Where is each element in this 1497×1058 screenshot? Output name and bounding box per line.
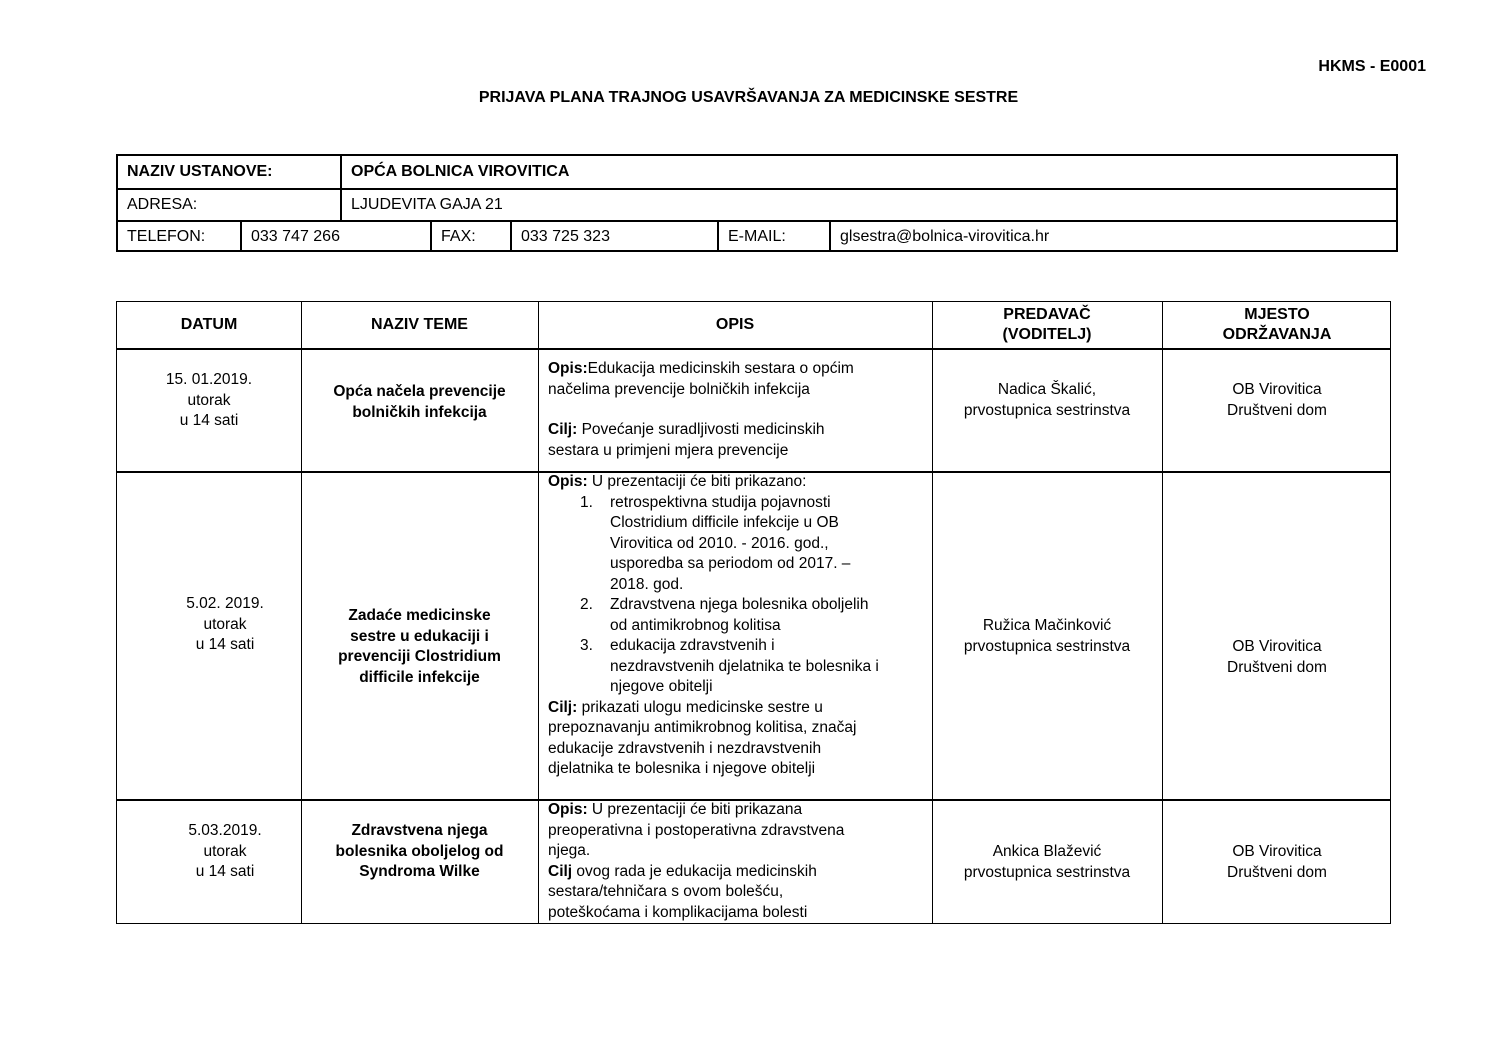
table-row-3-opis: Opis: U prezentaciji će biti prikazana preoperativna i postoperativna zdravstvena njega. Cilj ovog rada je edukacija medicinskih sestara/tehničara s ovom bolešću, poteškoćama i komplikacijama bolesti (548, 801, 845, 921)
telefon-label: TELEFON: (127, 228, 206, 245)
header-predavac-line1: PREDAVAČ (1003, 306, 1091, 323)
table-row-1-datum: 15. 01.2019. utorak u 14 sati (165, 371, 253, 429)
email-value: glsestra@bolnica-virovitica.hr (829, 222, 1396, 252)
header-mjesto-line2: ODRŽAVANJA (1222, 326, 1332, 343)
table-row-3-datum: 5.03.2019. utorak u 14 sati (188, 822, 262, 880)
table-row-3-predavac: Ankica Blažević prvostupnica sestrinstva (963, 843, 1131, 881)
institution-info-table (116, 154, 1398, 252)
table-row-2-opis: Opis: U prezentaciji će biti prikazano: 1. retrospektivna studija pojavnosti Clostridium difficile infekcije u OB Virovitica od 2010. - 2016. god., usporedba sa periodom od 2017. – 2018. god. 2. Zdravstvena njega bolesnika oboljelih od antimikrobnog kolitisa 3. edukacija zdravstvenih i nezdravstvenih djelatnika te bolesnika i njegove obitelji Cilj: prikazati ulogu medicinske sestre u prepoznavanju antimikrobnog kolitisa, značaj edukacije zdravstvenih i nezdravstvenih djelatnika te bolesnika i njegove obitelji (548, 472, 932, 780)
email-label: E-MAIL: (717, 222, 829, 252)
document-code: HKMS - E0001 (1318, 58, 1426, 75)
fax-value: 033 725 323 (510, 222, 717, 252)
list-item: 3. edukacija zdravstvenih i nezdravstvenih djelatnika te bolesnika i njegove obitelji (580, 637, 879, 695)
list-item: 2. Zdravstvena njega bolesnika oboljelih od antimikrobnog kolitisa (580, 596, 869, 634)
document-title: PRIJAVA PLANA TRAJNOG USAVRŠAVANJA ZA MEDICINSKE SESTRE (478, 89, 1019, 106)
header-mjesto-line1: MJESTO (1244, 306, 1310, 323)
opis-numbered-list (548, 493, 932, 698)
header-predavac (932, 302, 1162, 348)
table-row-3-tema: Zdravstvena njega bolesnika oboljelog od Syndroma Wilke (335, 822, 504, 880)
list-item: 1. retrospektivna studija pojavnosti Clostridium difficile infekcije u OB Virovitica od 2010. - 2016. god., usporedba sa periodom od 2017. – 2018. god. (580, 493, 851, 593)
adresa-label: ADRESA: (127, 196, 198, 213)
adresa-value: LJUDEVITA GAJA 21 (340, 190, 1396, 220)
header-opis: OPIS (715, 316, 755, 333)
table-row-1-mjesto: OB Virovitica Društveni dom (1227, 381, 1327, 419)
info-row-kontakt (118, 220, 1396, 252)
table-row-2-tema: Zadaće medicinske sestre u edukaciji i prevenciji Clostridium difficile infekcije (338, 607, 501, 686)
header-predavac-line2: (VODITELJ) (1002, 326, 1092, 343)
table-row-3-mjesto: OB Virovitica Društveni dom (1227, 843, 1327, 881)
header-mjesto (1162, 302, 1392, 348)
table-row-1-opis: Opis:Edukacija medicinskih sestara o općim načelima prevencije bolničkih infekcija Cilj: Povećanje suradljivosti medicinskih sestara u primjeni mjera prevencije (548, 360, 854, 459)
naziv-label: NAZIV USTANOVE: (127, 163, 273, 180)
schedule-table (116, 301, 1391, 924)
naziv-value: OPĆA BOLNICA VIROVITICA (340, 156, 1396, 188)
table-row-1-tema: Opća načela prevencije bolničkih infekcija (333, 383, 506, 421)
table-row-2-datum: 5.02. 2019. utorak u 14 sati (186, 595, 264, 653)
info-row-naziv (118, 156, 1396, 188)
table-row-2-predavac: Ružica Mačinković prvostupnica sestrinstva (963, 617, 1131, 655)
header-datum: DATUM (180, 316, 238, 333)
table-row-2-mjesto: OB Virovitica Društveni dom (1227, 638, 1327, 676)
telefon-value: 033 747 266 (240, 222, 430, 252)
fax-label: FAX: (430, 222, 510, 252)
info-row-adresa (118, 188, 1396, 220)
table-row-1-predavac: Nadica Škalić, prvostupnica sestrinstva (963, 381, 1131, 419)
header-naziv-teme: NAZIV TEME (371, 316, 468, 333)
